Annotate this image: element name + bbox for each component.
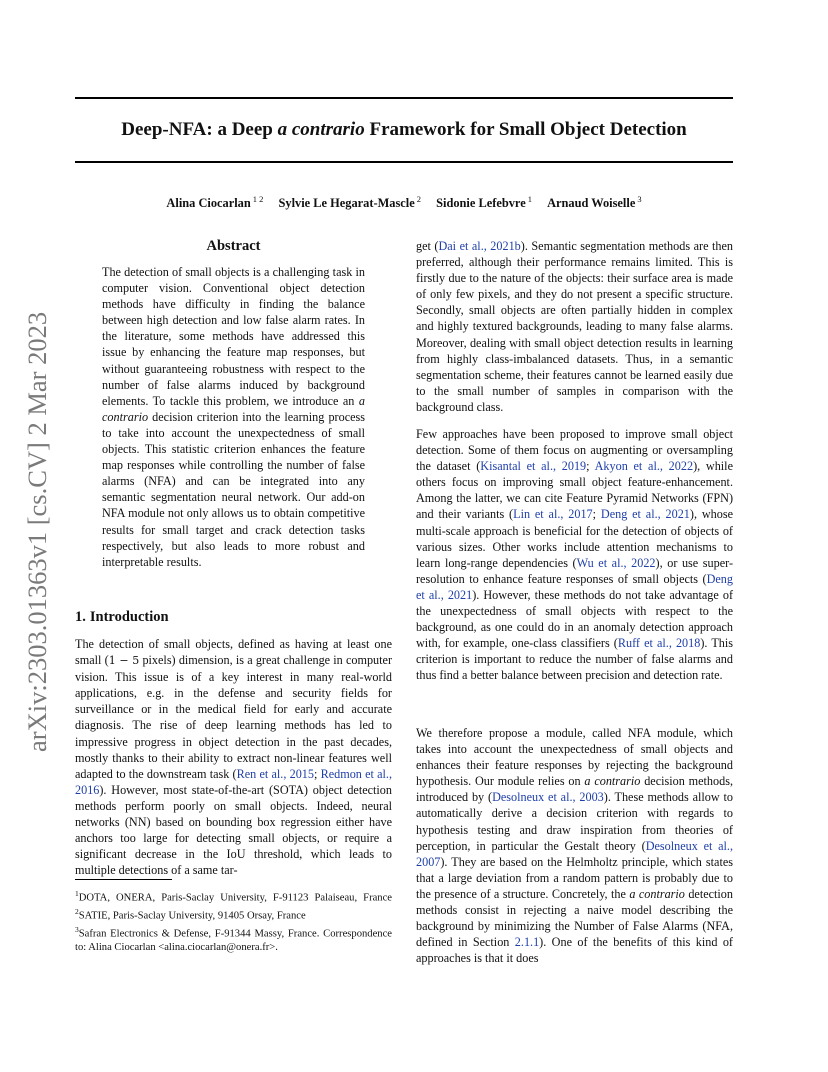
author-1 — [166, 196, 263, 210]
abstract-italic: a contrario — [102, 393, 365, 424]
author-affiliation: 1 — [527, 194, 532, 204]
citation-link[interactable]: Wu et al., 2022 — [576, 555, 656, 570]
paper-title — [75, 118, 733, 142]
footnote-text: SATIE, Paris-Saclay University, 91405 Orsay, France — [78, 910, 306, 922]
title-part-1: Deep-NFA: a Deep — [121, 119, 278, 140]
author-name: Arnaud Woiselle — [547, 196, 636, 211]
author-affiliation: 2 — [416, 194, 421, 204]
paragraph-text: ). They are based on the Helmholtz principle, which states that a large deviation from a random pattern is probably due to the presence of a structure. Concretely, the — [416, 854, 733, 901]
section-heading-introduction — [75, 607, 392, 627]
footnote-marker: 3 — [75, 925, 79, 935]
right-paragraph-2 — [416, 426, 733, 684]
paragraph-text: ). However, these methods do not take advantage of the unexpectedness of small objects with respect to the background, as one could do in an anomaly detection approach with, for example, one-class classifiers ( — [416, 587, 733, 651]
footnote-text: DOTA, ONERA, Paris-Saclay University, F-91123 Palaiseau, France — [78, 892, 392, 904]
citation-link[interactable]: Ren et al., 2015 — [236, 766, 314, 781]
author-name: Sylvie Le Hegarat-Mascle — [278, 196, 415, 211]
paragraph-text: ). These methods allow to automatically derive a decision criterion with regards to hypothesis testing and draw inspiration from theories of perception, in particular the Gestalt theory ( — [416, 790, 733, 853]
abstract-heading: Abstract — [206, 238, 261, 254]
italic-term: a contrario — [629, 886, 685, 901]
paragraph-text: detection methods consist in rejecting a naive model describing the background by minimizing the Number of False Alarms (NFA, defined in Section — [416, 886, 733, 950]
title-part-2: Framework for Small Object Detection — [364, 119, 687, 140]
citation-link[interactable]: Deng et al., 2021 — [416, 571, 733, 602]
citation-link[interactable]: Lin et al., 2017 — [513, 507, 593, 522]
paragraph-text: Few approaches have been proposed to improve small object detection. Some of them focus on augmenting or oversampling the dataset ( — [416, 427, 733, 474]
citation-link[interactable]: Dai et al., 2021b — [438, 239, 521, 253]
citation-separator: ; — [586, 459, 595, 474]
author-name: Sidonie Lefebvre — [436, 196, 526, 211]
abstract-text-part: The detection of small objects is a challenging task in computer vision. Conventional object detection methods have difficulty in finding the balance between high detection and low false alarm rates. In the literature, some methods have addressed this issue by enhancing the feature map responses, but without guaranteeing robustness with respect to the number of false alarms induced by background elements. To tackle this problem, we introduce an — [102, 265, 365, 408]
paragraph-text: ), while others focus on improving small object feature-enhancement. Among the latter, we can cite Feature Pyramid Networks (FPN) and their variants ( — [416, 459, 733, 522]
author-name: Alina Ciocarlan — [166, 196, 251, 211]
italic-term: a contrario — [584, 774, 641, 789]
citation-separator: ; — [592, 507, 601, 522]
title-rule-bottom — [75, 161, 733, 163]
footnote-rule — [75, 879, 172, 880]
paragraph-text: ). However, most state-of-the-art (SOTA) object detection methods perform poorly on small objects. Indeed, neural networks (NN) based on bounding box regression either have anchors too large for detecting small objects, or require a significant decrease in the IoU threshold, which leads to multiple detections of a same tar- — [75, 782, 392, 878]
intro-paragraph — [75, 636, 392, 878]
paragraph-text: decision methods, introduced by ( — [416, 774, 733, 805]
citation-link[interactable]: Redmon et al., 2016 — [75, 766, 392, 797]
citation-link[interactable]: Ruff et al., 2018 — [617, 636, 701, 651]
citation-link[interactable]: Kisantal et al., 2019 — [480, 459, 587, 474]
author-affiliation: 1 2 — [252, 194, 264, 204]
paragraph-text: We therefore propose a module, called NFA module, which takes into account the unexpectedness of small objects and enhances their feature responses by rejecting the background hypothesis. Our module relies on — [416, 726, 733, 789]
paragraph-text: ), or use super-resolution to enhance feature responses of small objects ( — [416, 555, 733, 586]
title-rule-top — [75, 97, 733, 99]
paragraph-text: get ( — [416, 239, 439, 253]
paragraph-text: ). Semantic segmentation methods are then preferred, although their performance remains limited. This is firstly due to the nature of the objects: their surface area is made of only few pixels, and they do not present a specific structure. Secondly, small objects are often partially hidden in complex and highly textured backgrounds, leading to many false alarms. Moreover, dealing with small object detection results in learning from highly class-imbalanced datasets. Thus, in a semantic segmentation scheme, their features cannot be learned easily due to the small number of samples in comparison with the background class. — [416, 239, 733, 414]
paragraph-text: ). One of the benefits of this kind of approaches is that it does — [416, 935, 733, 966]
author-2 — [278, 196, 421, 210]
title-italic: a contrario — [277, 119, 365, 140]
citation-link[interactable]: Deng et al., 2021 — [600, 507, 690, 522]
citation-link[interactable]: Akyon et al., 2022 — [594, 459, 694, 474]
author-list — [75, 190, 733, 212]
citation-separator: ; — [313, 766, 321, 781]
paragraph-text: ). This criterion is important to reduce the number of false alarms and thus find a better balance between precision and detection rate. — [416, 636, 733, 683]
section-title: Introduction — [89, 609, 169, 625]
citation-link[interactable]: Desolneux et al., 2003 — [492, 790, 604, 805]
paragraph-text: The detection of small objects, defined as having at least one small ( — [75, 637, 392, 668]
author-4 — [547, 196, 642, 210]
author-3 — [436, 196, 532, 210]
arxiv-identifier: arXiv:2303.01363v1 [cs.CV] 2 Mar 2023 — [22, 311, 52, 752]
author-affiliation: 3 — [637, 194, 642, 204]
math-expression: 1 − 5 — [108, 654, 140, 668]
section-number: 1. — [75, 609, 86, 625]
affiliation-footnotes — [75, 887, 392, 955]
abstract-text-part: decision criterion into the learning process to take into account the unexpectedness of small objects. This statistic criterion enhances the feature map responses while controlling the number of false alarms (NFA) and can be integrated into any semantic segmentation neural network. Our add-on NFA module not only allows us to obtain competitive results for small target and crack detection tasks respectively, but also leads to more robust and interpretable results. — [102, 409, 365, 569]
abstract-text — [102, 264, 365, 570]
paragraph-text: ), whose multi-scale approach is beneficial for the detection of objects of various sizes. Other works include attention mechanisms to learn long-range dependencies ( — [416, 507, 734, 570]
right-paragraph-1 — [416, 238, 733, 415]
paragraph-text: pixels) dimension, is a great challenge in computer vision. This issue is of a key interest in many real-world applications, e.g. in the defense and security fields for surveillance or in the medical field for early and accurate diagnosis. The rise of deep learning methods has led to impressive progress in object detection in the past decades, mostly thanks to their ability to extract non-linear features well adapted to the downstream task ( — [75, 653, 393, 781]
section-reference-link[interactable]: 2.1.1 — [514, 935, 540, 950]
right-paragraph-3 — [416, 725, 733, 966]
citation-link[interactable]: Desolneux et al., 2007 — [416, 838, 733, 869]
footnote-marker: 1 — [75, 889, 79, 898]
footnote-text: Safran Electronics & Defense, F-91344 Massy, France. Correspondence to: Alina Ciocarlan <alina.ciocarlan@onera.fr>. — [75, 928, 392, 954]
footnote-marker: 2 — [75, 907, 79, 917]
